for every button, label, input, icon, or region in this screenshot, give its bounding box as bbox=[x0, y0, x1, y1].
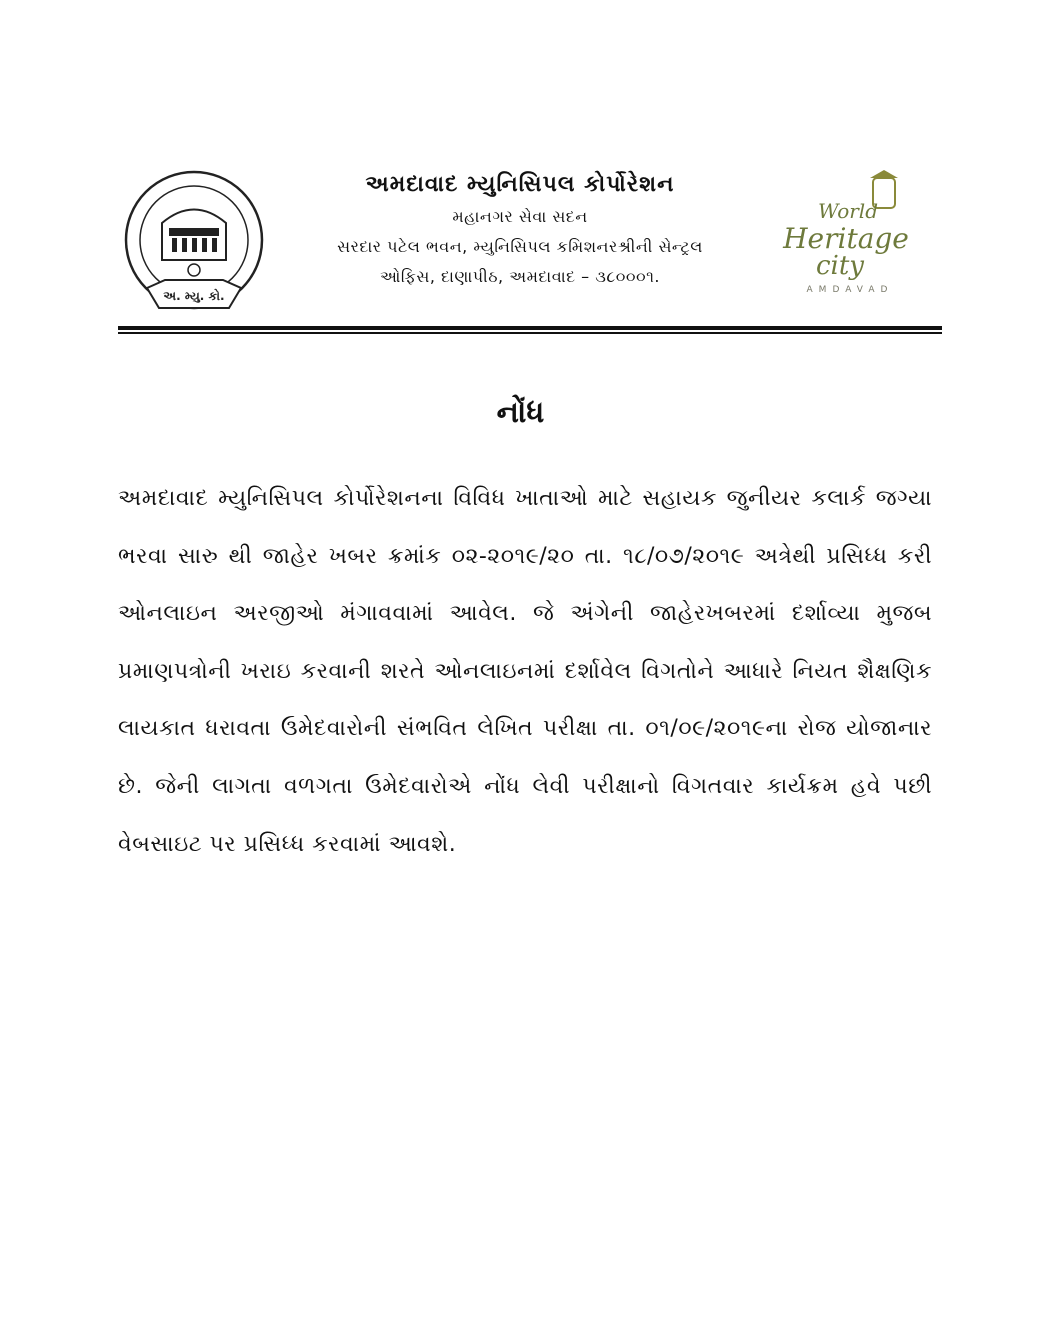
header-divider-thick bbox=[118, 326, 942, 330]
address-line-1: મહાનગર સેવા સદન bbox=[452, 207, 588, 226]
notice-body: અમદાવાદ મ્યુનિસિપલ કોર્પોરેશનના વિવિધ ખાતાઓ માટે સહાયક જુનીયર કલાર્ક જગ્યા ભરવા સારુ થી જાહેર ખબર ક્રમાંક ૦૨-૨૦૧૯/૨૦ તા. ૧૮/૦૭/૨૦૧૯ અત્રેથી પ્રસિધ્ધ કરી ઓનલાઇન અરજીઓ મંગાવવામાં આવેલ. જે અંગેની જાહેરખબરમાં દર્શાવ્યા મુજબ પ્રમાણપત્રોની ખરાઇ કરવાની શરતે ઓનલાઇનમાં દર્શાવેલ વિગતોને આધારે નિયત શૈક્ષણિક લાયકાત ધરાવતા ઉમેદવારોની સંભવિત લેખિત પરીક્ષા તા. ૦૧/૦૯/૨૦૧૯ના રોજ યોજાનાર છે. જેની લાગતા વળગતા ઉમેદવારોએ નોંધ લેવી પરીક્ષાનો વિગતવાર કાર્યક્રમ હવે પછી વેબસાઇટ પર પ્રસિધ્ધ કરવામાં આવશે. bbox=[118, 486, 932, 857]
notice-title: નોંધ bbox=[496, 395, 545, 430]
address-line-3: ઓફિસ, દાણાપીઠ, અમદાવાદ – ૩૮૦૦૦૧. bbox=[379, 267, 661, 286]
heritage-subtitle: AMDAVAD bbox=[806, 285, 894, 295]
header-address-block bbox=[280, 168, 760, 287]
heritage-line-2: Heritage bbox=[783, 222, 909, 255]
world-heritage-city-logo bbox=[778, 170, 928, 300]
emblem-label: અ. મ્યુ. કો. bbox=[163, 289, 225, 303]
heritage-line-3: city bbox=[815, 251, 865, 281]
address-line-2: સરદાર પટેલ ભવન, મ્યુનિસિપલ કમિશનરશ્રીની સેન્ટ્રલ bbox=[337, 237, 703, 256]
header-divider-thin bbox=[118, 332, 942, 334]
heritage-line-1: World bbox=[818, 199, 878, 223]
organization-name: અમદાવાદ મ્યુનિસિપલ કોર્પોરેશન bbox=[365, 172, 675, 197]
amc-emblem-logo bbox=[117, 168, 272, 323]
